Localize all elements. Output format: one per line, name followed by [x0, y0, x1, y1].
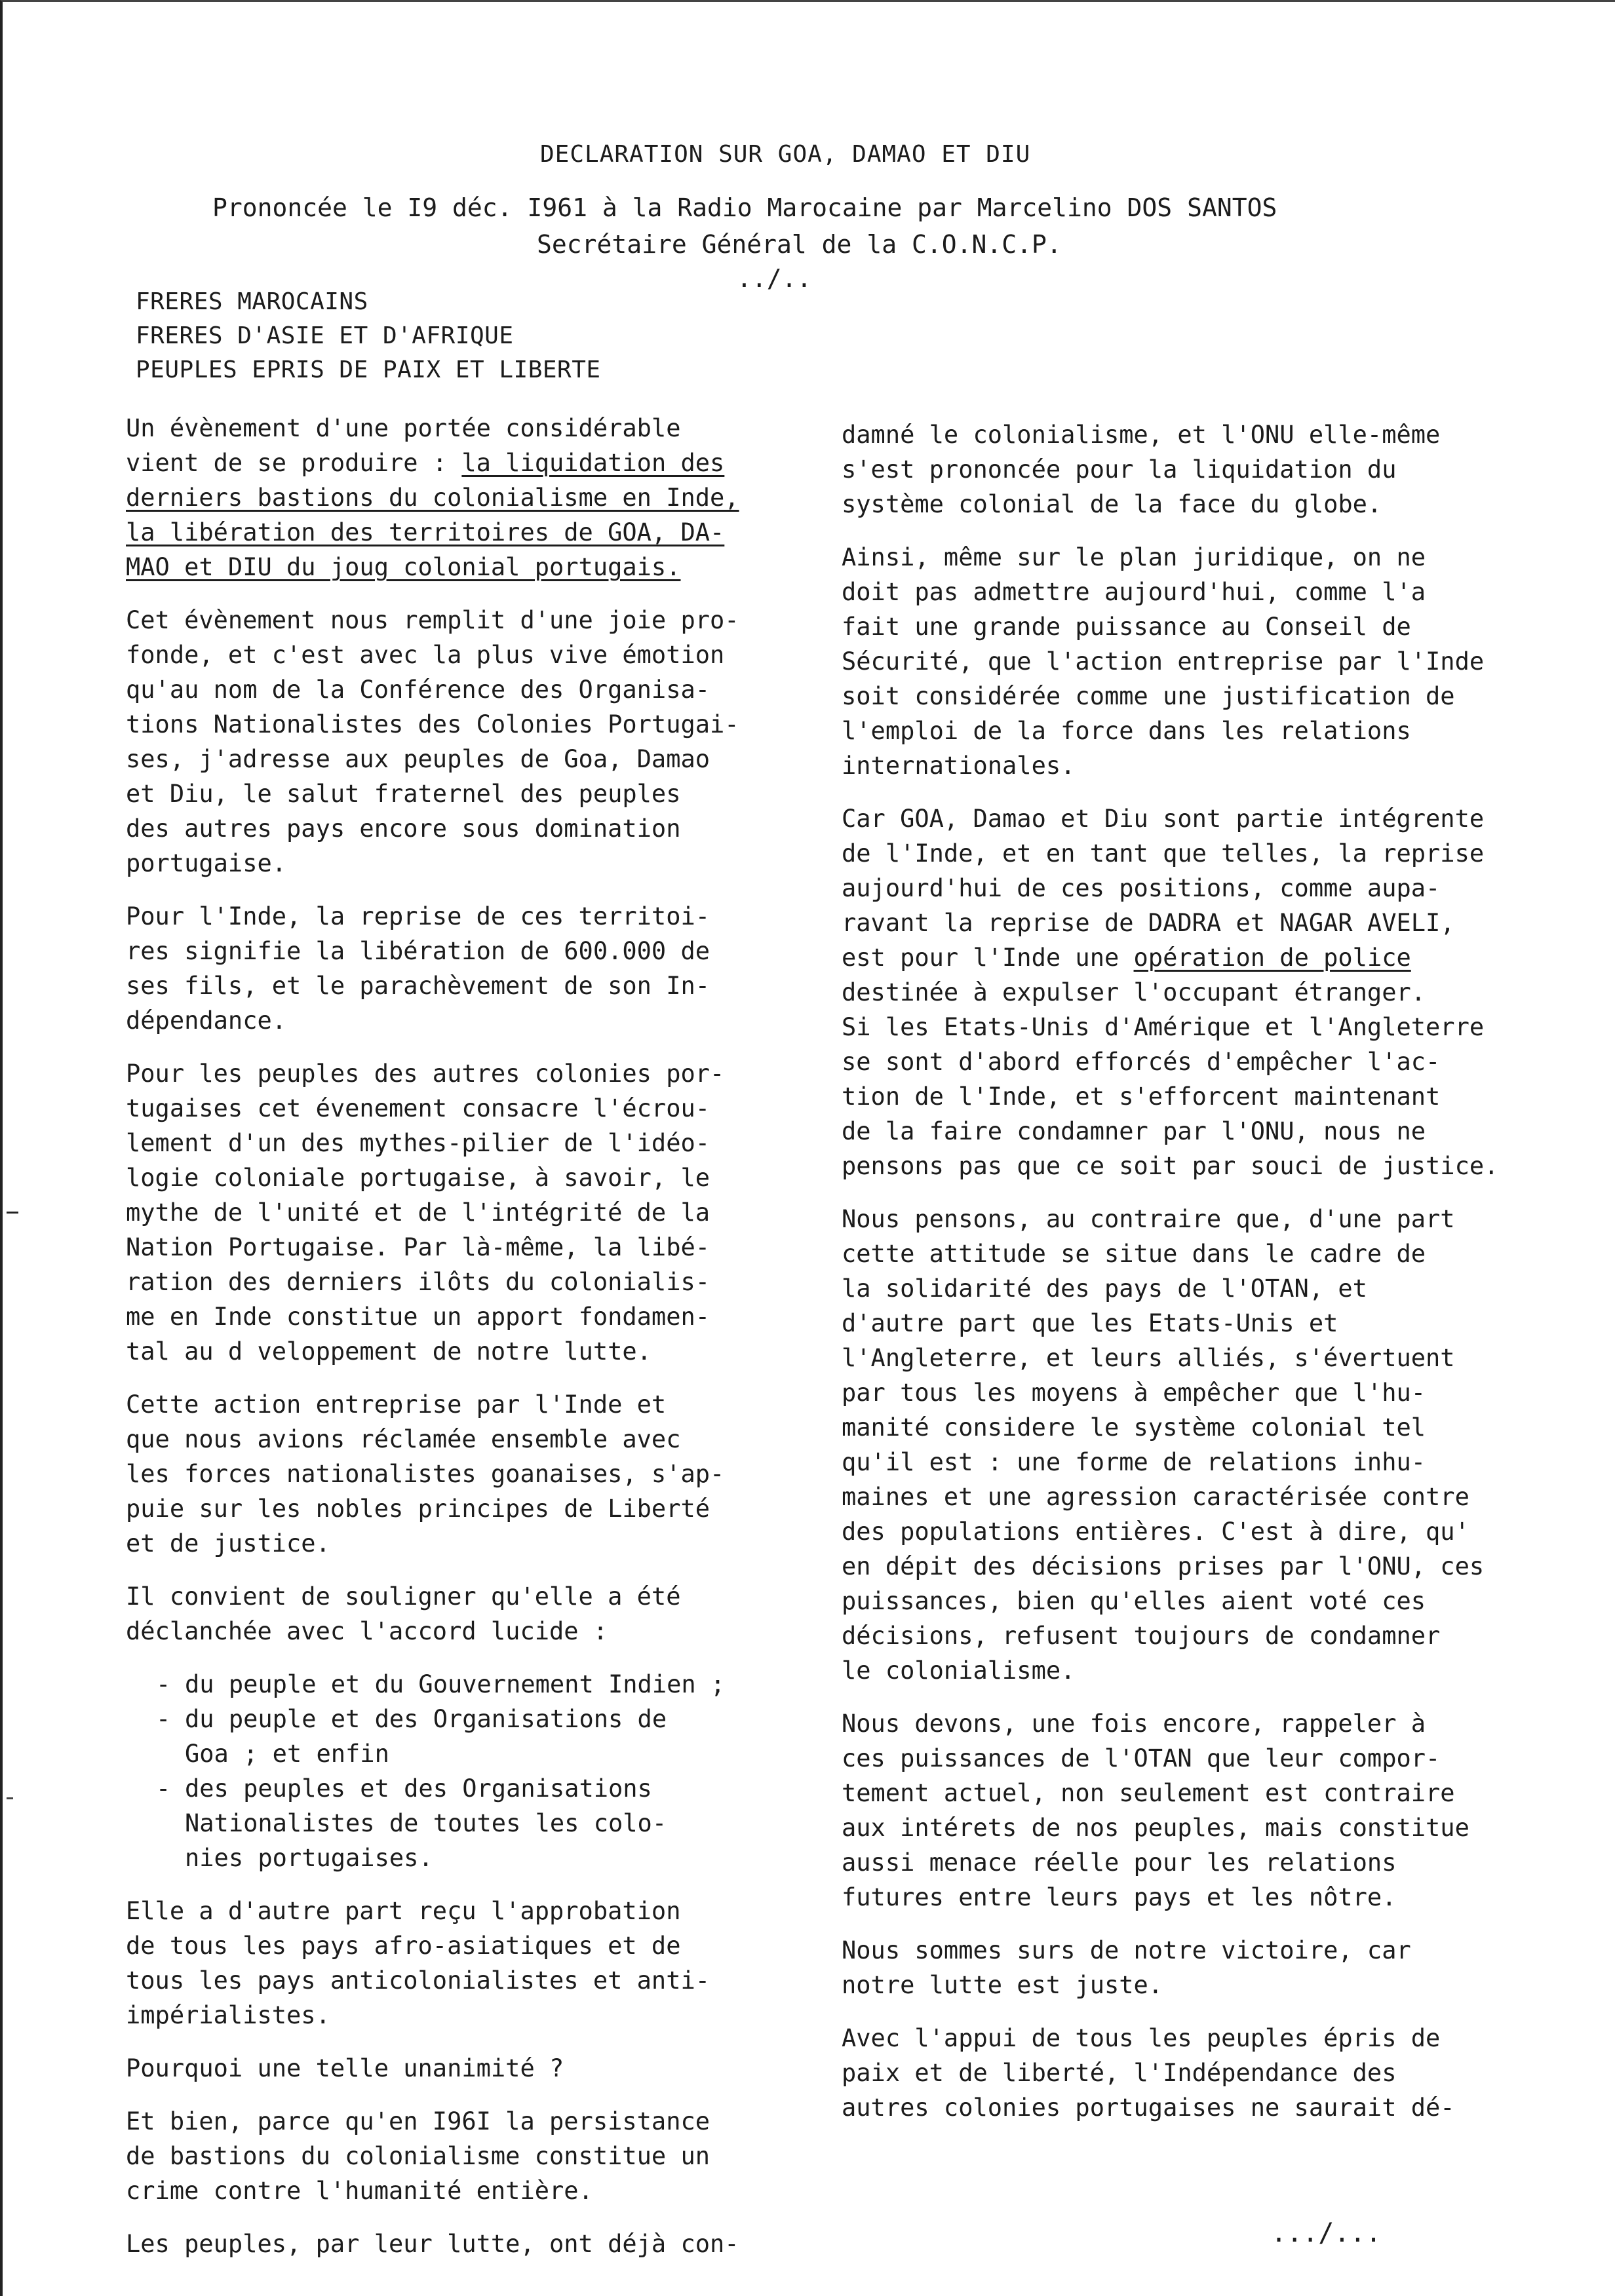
paragraph: Pour les peuples des autres colonies por- tugaises cet évenement consacre l'écrou- lement d'un des mythes-pilier de l'idéo- logie coloniale portugaise, à savoir, le mythe de l'unité et de l'intégrité de la Nation Portugaise. Par là-même, la libé- ration des derniers ilôts du colonialis- me en Inde constitue un apport fondamen- tal au d veloppement de notre lutte. — [126, 1060, 725, 1366]
underlined-text: opération de police — [1133, 944, 1411, 972]
salutation-line: FRERES D'ASIE ET D'AFRIQUE — [136, 322, 514, 349]
paragraph: Nous devons, une fois encore, rappeler à ces puissances de l'OTAN que leur compor- tement actuel, non seulement est contraire aux intérets de nos peuples, mais constitue aussi menace réelle pour les relations futures entre leurs pays et les nôtre. — [842, 1710, 1469, 1911]
paragraph-text: Car GOA, Damao et Diu sont partie intégrente de l'Inde, et en tant que telles, la reprise aujourd'hui de ces positions, comme aupa- ravant la reprise de DADRA et NAGAR AVELI, est pour l'Inde une — [842, 805, 1485, 972]
paragraph — [842, 801, 1536, 1183]
paragraph: Pour l'Inde, la reprise de ces territoi- res signifie la libération de 600.000 de ses fils, et le parachèvement de son In- dépendance. — [126, 902, 710, 1035]
paragraph: Avec l'appui de tous les peuples épris de paix et de liberté, l'Indépendance des autres colonies portugaises ne saurait dé- — [842, 2024, 1455, 2122]
paragraph-text: Un évènement d'une portée considérable vient de se produire : — [126, 414, 681, 477]
paragraph: Les peuples, par leur lutte, ont déjà con- — [126, 2230, 739, 2258]
continuation-mark-bottom: .../... — [1271, 2218, 1382, 2248]
margin-mark — [7, 1212, 18, 1214]
underlined-text: la liquidation des derniers bastions du colonialisme en Inde, la libération des territoires de GOA, DA- MAO et DIU du joug colonial portugais. — [126, 449, 739, 581]
paragraph: Nous pensons, au contraire que, d'une part cette attitude se situe dans le cadre de la solidarité des pays de l'OTAN, et d'autre part que les Etats-Unis et l'Angleterre, et leurs alliés, s'évertuent par tous les moyens à empêcher que l'hu- manité considere le système colonial tel qu'il est : une forme de relations inhu- maines et une agression caractérisée contre des populations entières. C'est à dire, qu' en dépit des décisions prises par l'ONU, ces puissances, bien qu'elles aient voté ces décisions, refusent toujours de condamner le colonialisme. — [842, 1205, 1485, 1685]
margin-mark — [7, 1797, 13, 1799]
paragraph: Cet évènement nous remplit d'une joie pro- fonde, et c'est avec la plus vive émotion qu'au nom de la Conférence des Organisa- tions Nationalistes des Colonies Portugai- ses, j'adresse aux peuples de Goa, Damao et Diu, le salut fraternel des peuples des autres pays encore sous domination portugaise. — [126, 606, 739, 877]
paragraph: Nous sommes surs de notre victoire, car notre lutte est juste. — [842, 1936, 1411, 1999]
paragraph: damné le colonialisme, et l'ONU elle-même s'est prononcée pour la liquidation du système colonial de la face du globe. — [842, 421, 1441, 518]
paragraph: Ainsi, même sur le plan juridique, on ne doit pas admettre aujourd'hui, comme l'a fait une grande puissance au Conseil de Sécurité, que l'action entreprise par l'Inde soit considérée comme une justification de l'emploi de la force dans les relations internationales. — [842, 543, 1485, 780]
paragraph — [126, 411, 781, 584]
list-item: - des peuples et des Organisations Nationalistes de toutes les colo- nies portugaises. — [185, 1771, 781, 1875]
list-item: - du peuple et des Organisations de Goa ; et enfin — [185, 1702, 781, 1771]
bullet-list — [126, 1667, 781, 1875]
salutation — [136, 285, 601, 387]
paragraph: Il convient de souligner qu'elle a été déclanchée avec l'accord lucide : — [126, 1582, 681, 1645]
paragraph: Elle a d'autre part reçu l'approbation de tous les pays afro-asiatiques et de tous les pays anticolonialistes et anti- impérialistes. — [126, 1897, 710, 2029]
paragraph: Cette action entreprise par l'Inde et que nous avions réclamée ensemble avec les forces nationalistes goanaises, s'ap- puie sur les nobles principes de Liberté et de justice. — [126, 1390, 725, 1558]
right-column — [842, 417, 1536, 2143]
paragraph: Pourquoi une telle unanimité ? — [126, 2054, 564, 2082]
paragraph-text: destinée à expulser l'occupant étranger. Si les Etats-Unis d'Amérique et l'Angleterre se sont d'abord efforcés d'empêcher l'ac- tion de l'Inde, et s'efforcent maintenant de la faire condamner par l'ONU, nous ne pensons pas que ce soit par souci de justice. — [842, 978, 1499, 1180]
document-title: DECLARATION SUR GOA, DAMAO ET DIU — [540, 141, 1031, 168]
document-subtitle-author-role: Secrétaire Général de la C.O.N.C.P. — [537, 230, 1062, 259]
paragraph: Et bien, parce qu'en I96I la persistance de bastions du colonialisme constitue un crime contre l'humanité entière. — [126, 2107, 710, 2205]
salutation-line: FRERES MAROCAINS — [136, 288, 368, 315]
continuation-mark-top: ../.. — [737, 264, 812, 293]
list-item: - du peuple et du Gouvernement Indien ; — [185, 1667, 781, 1702]
document-subtitle: Prononcée le I9 déc. I961 à la Radio Marocaine par Marcelino DOS SANTOS — [212, 193, 1277, 222]
salutation-line: PEUPLES EPRIS DE PAIX ET LIBERTE — [136, 356, 601, 383]
left-column — [126, 411, 781, 2280]
